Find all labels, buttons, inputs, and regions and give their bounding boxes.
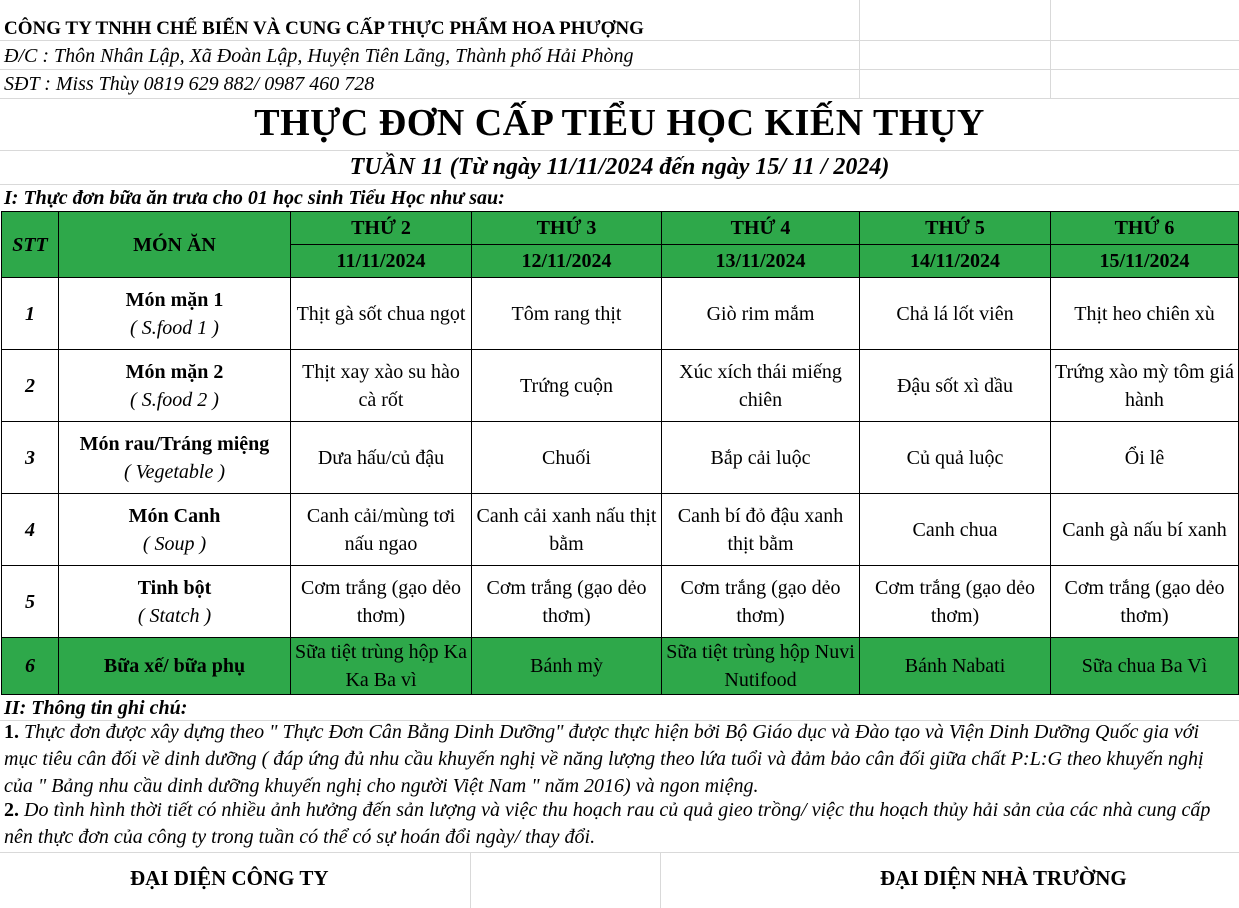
menu-item: Thịt heo chiên xù [1051, 278, 1239, 350]
snack-row [2, 638, 1239, 695]
dish-cell [59, 278, 291, 350]
menu-item: Trứng xào mỳ tôm giá hành [1051, 350, 1239, 422]
date-header: 14/11/2024 [860, 245, 1051, 278]
row-number: 4 [2, 494, 59, 566]
menu-item: Cơm trắng (gạo dẻo thơm) [662, 566, 860, 638]
dish-name: Món mặn 1 [125, 288, 224, 311]
menu-item: Canh bí đỏ đậu xanh thịt bằm [662, 494, 860, 566]
dish-name: Món rau/Tráng miệng [79, 432, 270, 455]
school-signature-label: ĐẠI DIỆN NHÀ TRƯỜNG [880, 866, 1127, 890]
menu-item: Cơm trắng (gạo dẻo thơm) [860, 566, 1051, 638]
table-row [2, 422, 1239, 494]
menu-item: Ổi lê [1051, 422, 1239, 494]
note-text: Thực đơn được xây dựng theo " Thực Đơn Cân Bằng Dinh Dưỡng" được thực hiện bởi Bộ Giáo dục và Đào tạo và Viện Dinh Dưỡng Quốc gia với mục tiêu cân đối về dinh dưỡng ( đáp ứng đủ nhu cầu khuyến nghị về năng lượng theo lứa tuổi và đảm bảo cân đối giữa chất P:L:G theo khuyến nghị của " Bảng nhu cầu dinh dưỡng khuyến nghị cho người Việt Nam " năm 2016) và ngon miệng. [4, 721, 1204, 797]
company-address: Đ/C : Thôn Nhân Lập, Xã Đoàn Lập, Huyện Tiên Lãng, Thành phố Hải Phòng [4, 45, 634, 67]
date-header: 13/11/2024 [662, 245, 860, 278]
section-2-heading: II: Thông tin ghi chú: [4, 697, 188, 719]
menu-item: Đậu sốt xì dầu [860, 350, 1051, 422]
menu-item: Củ quả luộc [860, 422, 1051, 494]
row-number: 1 [2, 278, 59, 350]
menu-item: Giò rim mắm [662, 278, 860, 350]
dish-english: ( Soup ) [142, 532, 207, 555]
menu-item: Sữa tiệt trùng hộp Ka Ka Ba vì [291, 638, 472, 695]
menu-item: Thịt xay xào su hào cà rốt [291, 350, 472, 422]
note-1 [4, 719, 1234, 800]
dish-name: Món mặn 2 [125, 360, 224, 383]
dish-cell [59, 494, 291, 566]
menu-item: Sữa chua Ba Vì [1051, 638, 1239, 695]
menu-item: Tôm rang thịt [472, 278, 662, 350]
menu-item: Chả lá lốt viên [860, 278, 1051, 350]
day-header: THỨ 5 [860, 212, 1051, 245]
row-number: 2 [2, 350, 59, 422]
date-header: 12/11/2024 [472, 245, 662, 278]
day-header: THỨ 4 [662, 212, 860, 245]
menu-item: Chuối [472, 422, 662, 494]
table-row [2, 350, 1239, 422]
week-subtitle: TUẦN 11 (Từ ngày 11/11/2024 đến ngày 15/ 11 / 2024) [349, 154, 890, 180]
menu-item: Canh chua [860, 494, 1051, 566]
menu-item: Canh cải/mùng tơi nấu ngao [291, 494, 472, 566]
dish-cell [59, 566, 291, 638]
date-header: 11/11/2024 [291, 245, 472, 278]
table-row [2, 566, 1239, 638]
stt-header: STT [2, 212, 59, 278]
dish-name: Bữa xế/ bữa phụ [59, 638, 291, 695]
menu-item: Xúc xích thái miếng chiên [662, 350, 860, 422]
menu-item: Trứng cuộn [472, 350, 662, 422]
date-header: 15/11/2024 [1051, 245, 1239, 278]
day-header: THỨ 3 [472, 212, 662, 245]
row-number: 3 [2, 422, 59, 494]
note-number: 2. [4, 799, 19, 821]
dish-english: ( S.food 1 ) [130, 316, 219, 339]
dish-english: ( S.food 2 ) [130, 388, 219, 411]
menu-item: Dưa hấu/củ đậu [291, 422, 472, 494]
row-number: 5 [2, 566, 59, 638]
dish-name: Tinh bột [137, 576, 212, 599]
page-title: THỰC ĐƠN CẤP TIỂU HỌC KIẾN THỤY [254, 102, 985, 144]
table-header-row [2, 212, 1239, 245]
menu-item: Cơm trắng (gạo dẻo thơm) [291, 566, 472, 638]
dish-cell [59, 350, 291, 422]
note-number: 1. [4, 721, 19, 743]
note-2 [4, 797, 1234, 851]
table-row [2, 278, 1239, 350]
table-row [2, 494, 1239, 566]
company-signature-label: ĐẠI DIỆN CÔNG TY [130, 866, 329, 890]
menu-item: Bắp cải luộc [662, 422, 860, 494]
menu-item: Bánh Nabati [860, 638, 1051, 695]
dish-name: Món Canh [128, 504, 221, 527]
dish-english: ( Vegetable ) [123, 460, 226, 483]
menu-item: Sữa tiệt trùng hộp Nuvi Nutifood [662, 638, 860, 695]
note-text: Do tình hình thời tiết có nhiều ảnh hưởng đến sản lượng và việc thu hoạch rau củ quả gieo trồng/ việc thu hoạch thủy hải sản của các nhà cung cấp nên thực đơn của công ty trong tuần có thể có sự hoán đổi ngày/ thay đổi. [4, 799, 1211, 848]
dish-cell [59, 422, 291, 494]
company-phone: SĐT : Miss Thùy 0819 629 882/ 0987 460 728 [4, 73, 375, 95]
menu-item: Cơm trắng (gạo dẻo thơm) [1051, 566, 1239, 638]
company-name: CÔNG TY TNHH CHẾ BIẾN VÀ CUNG CẤP THỰC PHẨM HOA PHƯỢNG [4, 18, 644, 39]
menu-item: Thịt gà sốt chua ngọt [291, 278, 472, 350]
menu-item: Cơm trắng (gạo dẻo thơm) [472, 566, 662, 638]
day-header: THỨ 2 [291, 212, 472, 245]
section-1-heading: I: Thực đơn bữa ăn trưa cho 01 học sinh Tiểu Học như sau: [4, 187, 505, 209]
row-number: 6 [2, 638, 59, 695]
menu-item: Canh cải xanh nấu thịt bằm [472, 494, 662, 566]
dish-english: ( Statch ) [137, 604, 212, 627]
menu-table [1, 211, 1239, 695]
menu-item: Canh gà nấu bí xanh [1051, 494, 1239, 566]
dish-header: MÓN ĂN [59, 212, 291, 278]
day-header: THỨ 6 [1051, 212, 1239, 245]
menu-item: Bánh mỳ [472, 638, 662, 695]
